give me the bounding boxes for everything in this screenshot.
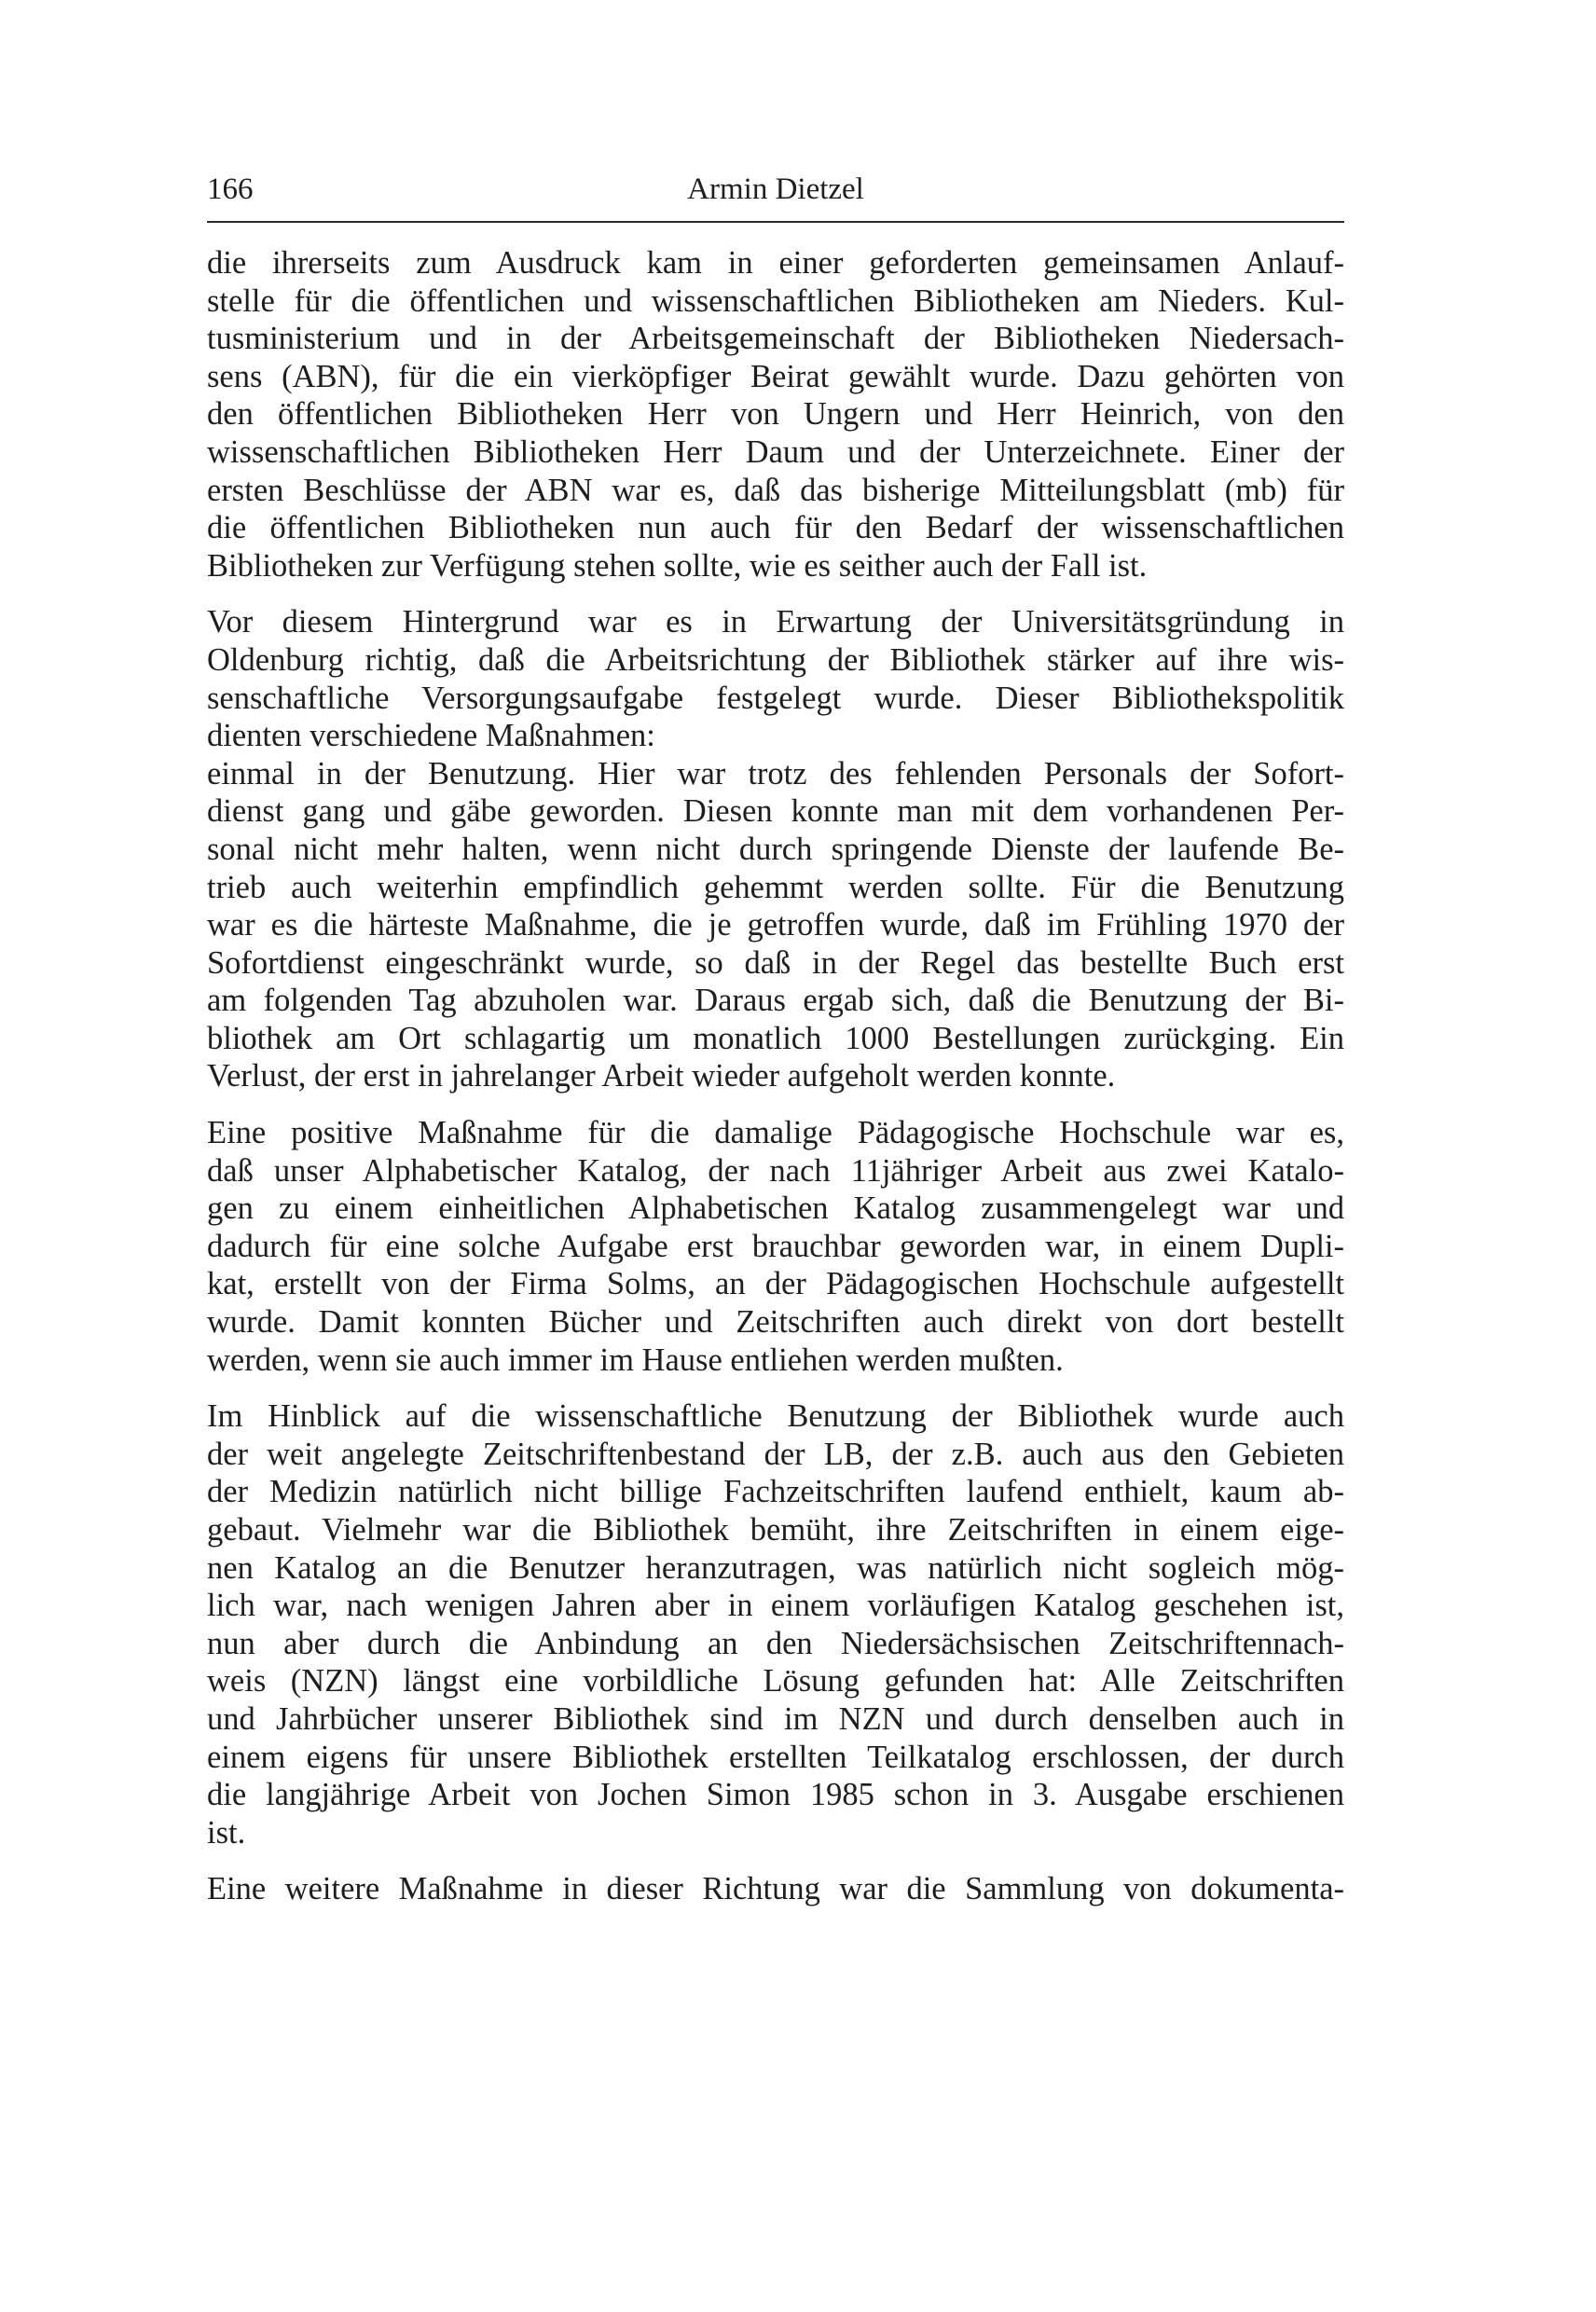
text-line: einmal in der Benutzung. Hier war trotz des fehlenden Personals der Sofort- xyxy=(207,755,1344,791)
text-line: daß unser Alphabetischer Katalog, der nach 11jähriger Arbeit aus zwei Katalo- xyxy=(207,1152,1344,1189)
paragraph xyxy=(207,1870,1344,1908)
text-line: senschaftliche Versorgungsaufgabe festgelegt wurde. Dieser Bibliothekspolitik xyxy=(207,680,1344,716)
text-line: die öffentlichen Bibliotheken nun auch für den Bedarf der wissenschaftlichen xyxy=(207,510,1344,546)
text-line: Eine weitere Maßnahme in dieser Richtung war die Sammlung von dokumenta- xyxy=(207,1871,1344,1907)
paragraph xyxy=(207,1114,1344,1379)
text-line: nun aber durch die Anbindung an den Niedersächsischen Zeitschriftennach- xyxy=(207,1625,1344,1661)
text-line: und Jahrbücher unserer Bibliothek sind im NZN und durch denselben auch in xyxy=(207,1700,1344,1737)
text-line: bliothek am Ort schlagartig um monatlich 1000 Bestellungen zurückging. Ein xyxy=(207,1020,1344,1056)
text-line: gebaut. Vielmehr war die Bibliothek bemüht, ihre Zeitschriften in einem eige- xyxy=(207,1512,1344,1548)
running-head xyxy=(207,166,1344,213)
text-line: ersten Beschlüsse der ABN war es, daß das bisherige Mitteilungsblatt (mb) für xyxy=(207,472,1344,508)
paragraph xyxy=(207,1397,1344,1851)
text-line: ist. xyxy=(207,1814,246,1851)
text-line: gen zu einem einheitlichen Alphabetischen Katalog zusammengelegt war und xyxy=(207,1190,1344,1227)
text-line: Vor diesem Hintergrund war es in Erwartung der Universitätsgründung in xyxy=(207,604,1344,640)
page-number: 166 xyxy=(207,172,254,206)
paragraph xyxy=(207,244,1344,585)
text-line: der weit angelegte Zeitschriftenbestand der LB, der z.B. auch aus den Gebieten xyxy=(207,1436,1344,1472)
text-line: wissenschaftlichen Bibliotheken Herr Daum und der Unterzeichnete. Einer der xyxy=(207,434,1344,470)
body-text xyxy=(207,244,1344,1927)
text-line: kat, erstellt von der Firma Solms, an der Pädagogischen Hochschule aufgestellt xyxy=(207,1266,1344,1302)
text-line: wurde. Damit konnten Bücher und Zeitschriften auch direkt von dort bestellt xyxy=(207,1304,1344,1341)
text-line: Bibliotheken zur Verfügung stehen sollte, wie es seither auch der Fall ist. xyxy=(207,547,1148,584)
header-rule xyxy=(207,221,1344,223)
text-line: die ihrerseits zum Ausdruck kam in einer geforderten gemeinsamen Anlauf- xyxy=(207,245,1344,281)
text-line: stelle für die öffentlichen und wissenschaftlichen Bibliotheken am Nieders. Kul- xyxy=(207,282,1344,319)
text-line: lich war, nach wenigen Jahren aber in einem vorläufigen Katalog geschehen ist, xyxy=(207,1588,1344,1624)
paragraph xyxy=(207,603,1344,1095)
text-line: trieb auch weiterhin empfindlich gehemmt werden sollte. Für die Benutzung xyxy=(207,869,1344,905)
text-line: nen Katalog an die Benutzer heranzutragen, was natürlich nicht sogleich mög- xyxy=(207,1549,1344,1586)
running-title: Armin Dietzel xyxy=(687,172,864,206)
text-line: war es die härteste Maßnahme, die je getroffen wurde, daß im Frühling 1970 der xyxy=(207,907,1344,943)
text-line: Verlust, der erst in jahrelanger Arbeit wieder aufgeholt werden konnte. xyxy=(207,1058,1116,1094)
text-line: Oldenburg richtig, daß die Arbeitsrichtung der Bibliothek stärker auf ihre wis- xyxy=(207,641,1344,678)
text-line: Im Hinblick auf die wissenschaftliche Benutzung der Bibliothek wurde auch xyxy=(207,1398,1344,1435)
text-line: weis (NZN) längst eine vorbildliche Lösung gefunden hat: Alle Zeitschriften xyxy=(207,1663,1344,1700)
text-line: dienst gang und gäbe geworden. Diesen konnte man mit dem vorhandenen Per- xyxy=(207,793,1344,830)
text-line: Eine positive Maßnahme für die damalige Pädagogische Hochschule war es, xyxy=(207,1115,1344,1151)
text-line: werden, wenn sie auch immer im Hause entliehen werden mußten. xyxy=(207,1342,1064,1378)
text-line: einem eigens für unsere Bibliothek erstellten Teilkatalog erschlossen, der durch xyxy=(207,1739,1344,1775)
text-line: der Medizin natürlich nicht billige Fachzeitschriften laufend enthielt, kaum ab- xyxy=(207,1474,1344,1510)
text-line: die langjährige Arbeit von Jochen Simon 1985 schon in 3. Ausgabe erschienen xyxy=(207,1777,1344,1813)
text-line: sonal nicht mehr halten, wenn nicht durch springende Dienste der laufende Be- xyxy=(207,831,1344,867)
text-line: Sofortdienst eingeschränkt wurde, so daß in der Regel das bestellte Buch erst xyxy=(207,944,1344,981)
text-line: sens (ABN), für die ein vierköpfiger Beirat gewählt wurde. Dazu gehörten von xyxy=(207,358,1344,394)
text-line: den öffentlichen Bibliotheken Herr von Ungern und Herr Heinrich, von den xyxy=(207,396,1344,433)
text-line: tusministerium und in der Arbeitsgemeinschaft der Bibliotheken Niedersach- xyxy=(207,321,1344,357)
text-line: dadurch für eine solche Aufgabe erst brauchbar geworden war, in einem Dupli- xyxy=(207,1228,1344,1264)
text-line: dienten verschiedene Maßnahmen: xyxy=(207,718,655,754)
text-line: am folgenden Tag abzuholen war. Daraus ergab sich, daß die Benutzung der Bi- xyxy=(207,983,1344,1019)
